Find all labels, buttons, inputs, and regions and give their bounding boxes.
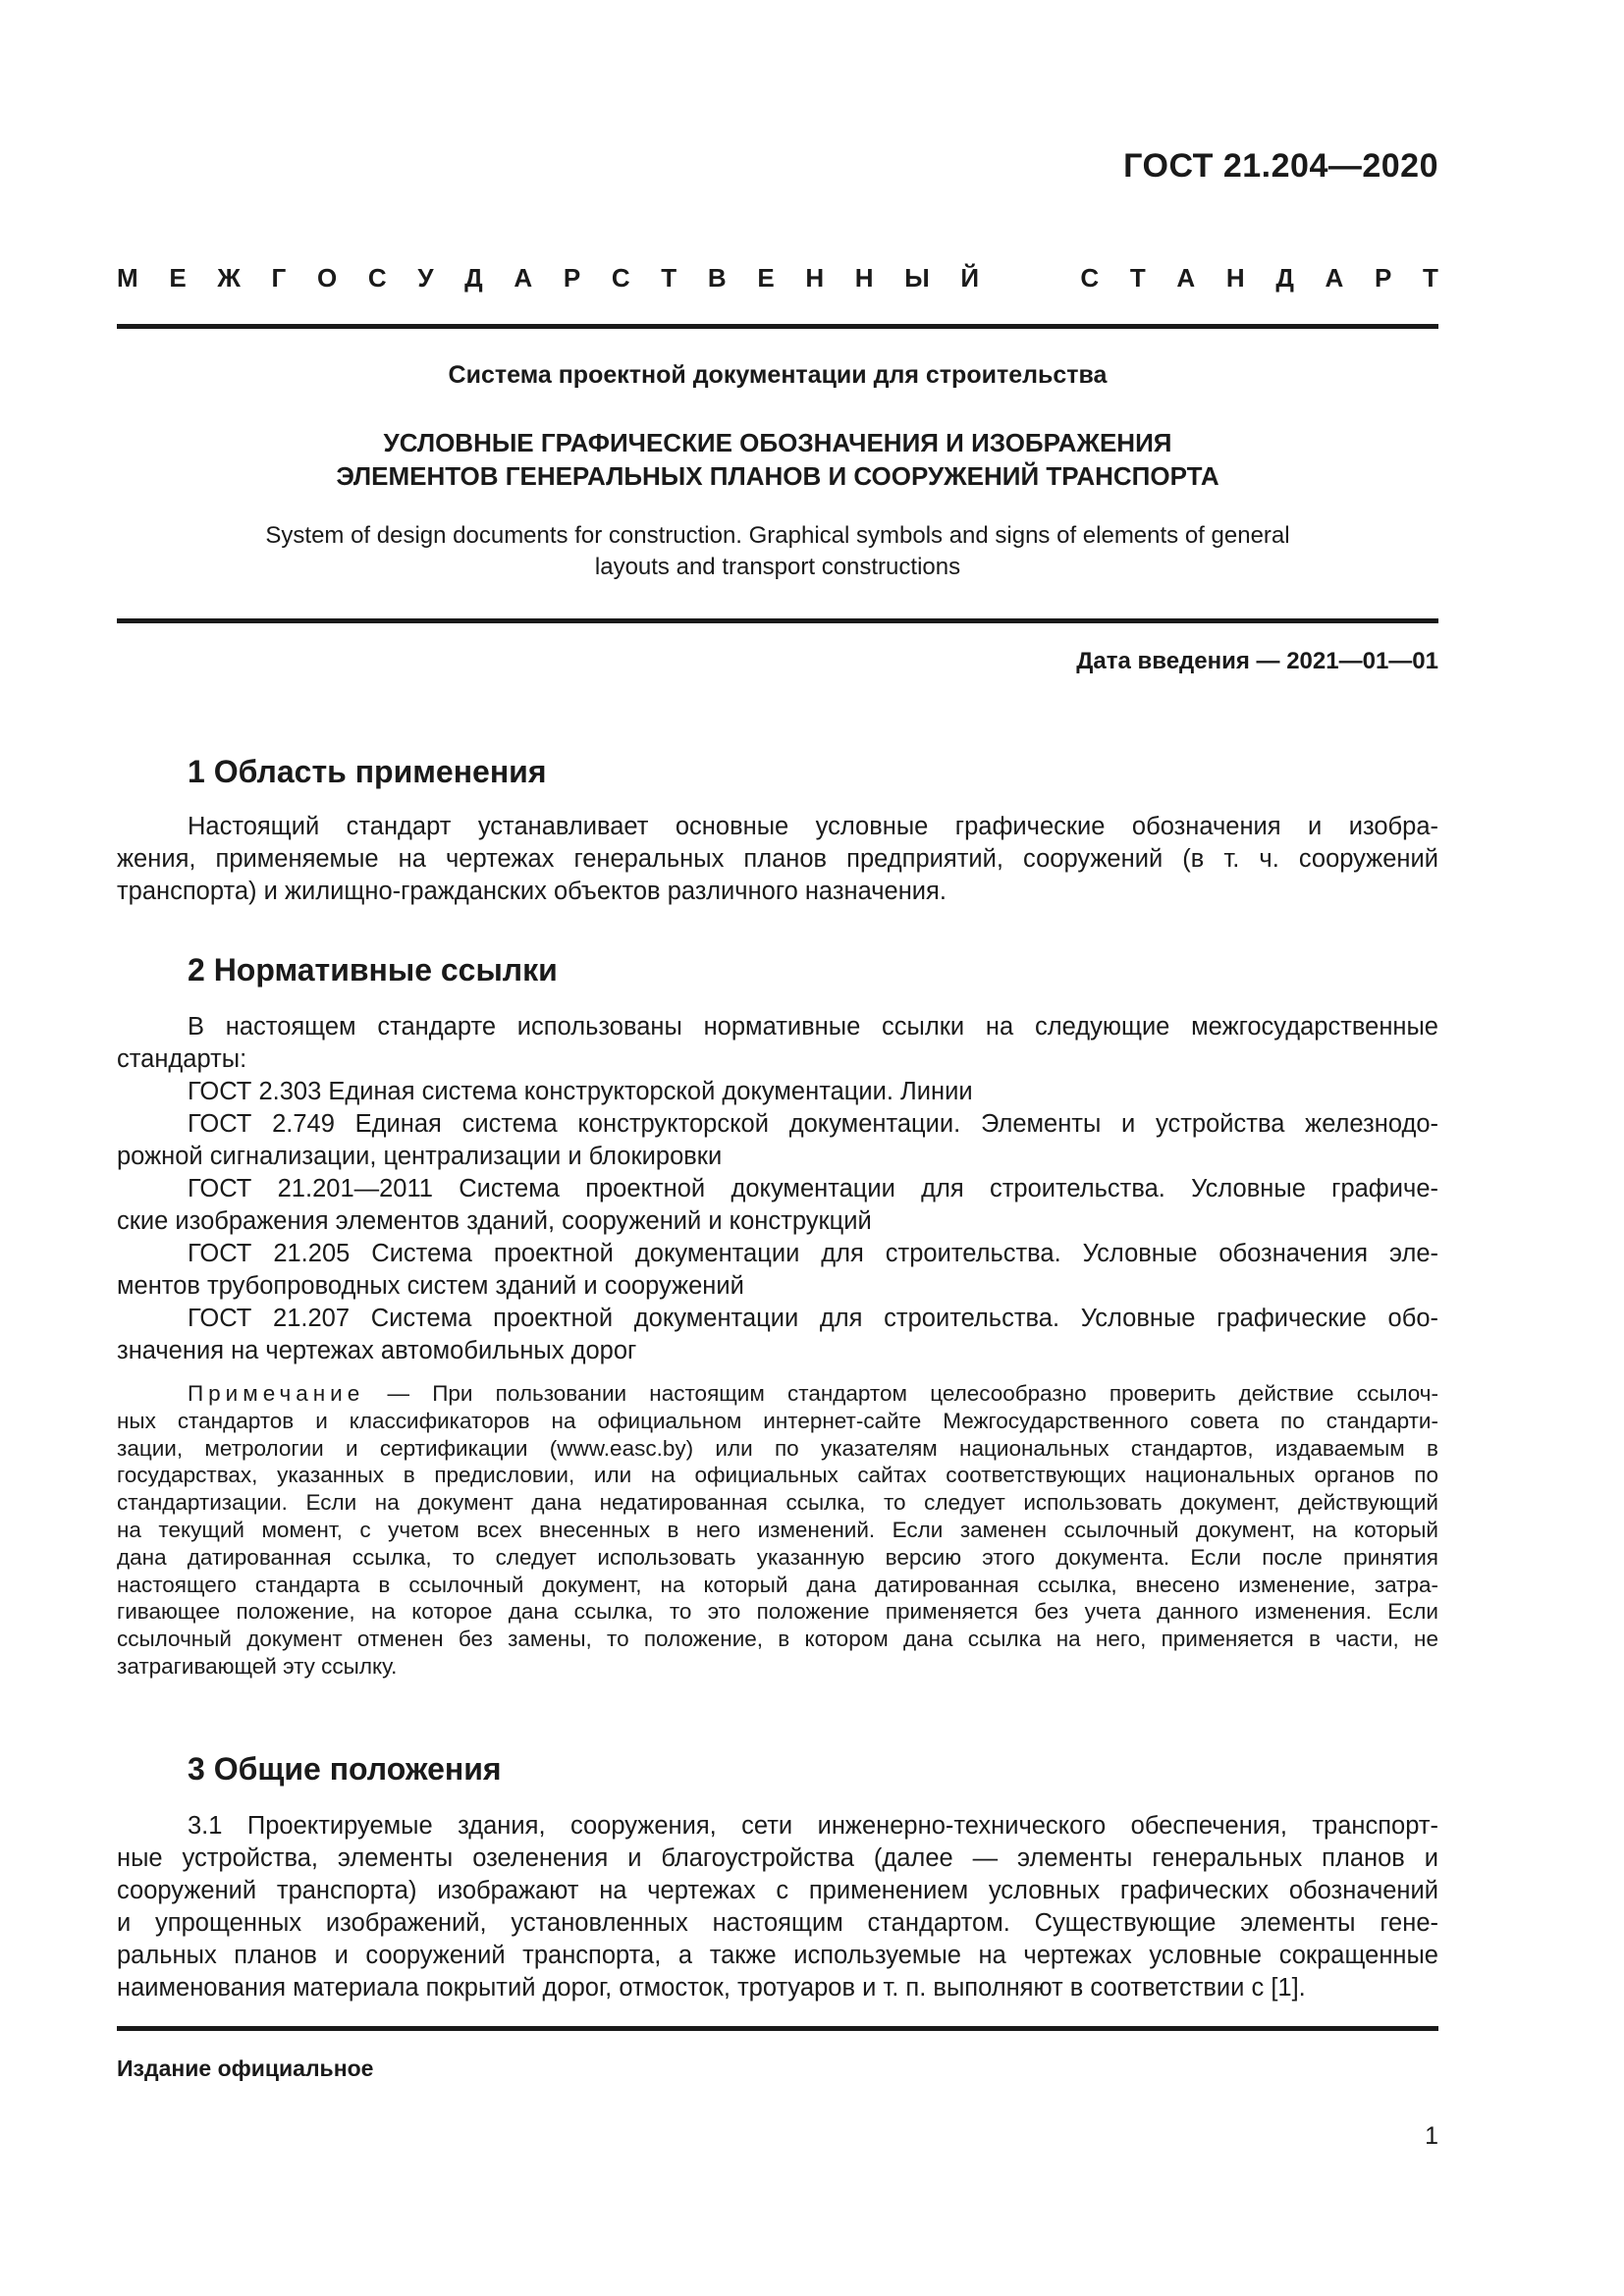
footer-rule <box>117 2026 1438 2031</box>
banner-letter: Е <box>169 263 187 293</box>
note-line <box>117 1380 1438 1408</box>
document-code: ГОСТ 21.204—2020 <box>1123 147 1438 185</box>
note-line: на текущий момент, с учетом всех внесенных в него изменений. Если заменен ссылочный документ, на который <box>117 1517 1438 1542</box>
banner-letter: У <box>417 263 434 293</box>
note-block <box>117 1380 1438 1681</box>
title-rule <box>117 618 1438 623</box>
text-line: 3.1 Проектируемые здания, сооружения, сети инженерно-технического обеспечения, транспорт- <box>188 1812 1438 1840</box>
banner-letter: Й <box>960 263 980 293</box>
system-title: Система проектной документации для строительства <box>448 361 1108 389</box>
banner-letter: Д <box>1275 263 1294 293</box>
banner-letter: В <box>707 263 727 293</box>
section-1-paragraph <box>117 811 1438 908</box>
reference-line: ские изображения элементов зданий, сооружений и конструкций <box>117 1207 872 1235</box>
text-line: и упрощенных изображений, установленных настоящим стандартом. Существующие элементы гене- <box>117 1909 1438 1937</box>
note-line: настоящего стандарта в ссылочный документ, на который дана датированная ссылка, внесено изменение, затра- <box>117 1572 1438 1597</box>
page-number: 1 <box>1425 2122 1438 2150</box>
banner-letter: Н <box>854 263 874 293</box>
reference-line: ГОСТ 2.749 Единая система конструкторской документации. Элементы и устройства железнодо- <box>188 1110 1438 1138</box>
english-title <box>117 520 1438 583</box>
text-line: Настоящий стандарт устанавливает основные условные графические обозначения и изобра- <box>188 813 1438 840</box>
main-title-line: ЭЛЕМЕНТОВ ГЕНЕРАЛЬНЫХ ПЛАНОВ И СООРУЖЕНИЙ ТРАНСПОРТА <box>336 461 1219 491</box>
reference-line: значения на чертежах автомобильных дорог <box>117 1337 637 1364</box>
reference-line: ментов трубопроводных систем зданий и сооружений <box>117 1272 744 1300</box>
introduction-date: Дата введения — 2021—01—01 <box>1076 648 1438 674</box>
section-heading: 1 Область применения <box>188 754 547 789</box>
banner-letter: А <box>514 263 533 293</box>
text-line: жения, применяемые на чертежах генеральных планов предприятий, сооружений (в т. ч. сооружений <box>117 845 1438 873</box>
banner-letter: Т <box>1129 263 1146 293</box>
reference-line: рожной сигнализации, централизации и блокировки <box>117 1143 723 1170</box>
text-line: наименования материала покрытий дорог, отмосток, тротуаров и т. п. выполняют в соответствии с [1]. <box>117 1974 1306 2002</box>
section-2-paragraph <box>117 1011 1438 1367</box>
header-rule <box>117 324 1438 329</box>
reference-line: ГОСТ 21.207 Система проектной документации для строительства. Условные графические обо- <box>188 1305 1438 1332</box>
main-title <box>117 426 1438 493</box>
note-label: Примечание <box>188 1381 365 1406</box>
banner-letter: М <box>117 263 138 293</box>
text-line: транспорта) и жилищно-гражданских объектов различного назначения. <box>117 878 947 905</box>
banner-letter: А <box>1176 263 1196 293</box>
reference-line: ГОСТ 21.201—2011 Система проектной документации для строительства. Условные графиче- <box>188 1175 1438 1202</box>
section-heading: 3 Общие положения <box>188 1751 502 1787</box>
banner-letter: О <box>316 263 338 293</box>
note-line: государствах, указанных в предисловии, или на официальных сайтах соответствующих национальных органов по <box>117 1463 1438 1488</box>
banner-letter: Н <box>1225 263 1245 293</box>
text-line: стандарты: <box>117 1045 247 1073</box>
note-line: ссылочный документ отменен без замены, то положение, в котором дана ссылка на него, применяется в части, не <box>117 1627 1438 1652</box>
banner-letter: С <box>1080 263 1100 293</box>
english-title-line: layouts and transport constructions <box>594 554 961 580</box>
edition-label: Издание официальное <box>117 2056 374 2081</box>
banner-letter: Т <box>661 263 677 293</box>
banner-letter <box>1010 263 1050 294</box>
text-line: сооружений транспорта) изображают на чертежах с применением условных графических обозначений <box>117 1877 1438 1904</box>
banner-letter: А <box>1325 263 1344 293</box>
banner-letter: С <box>367 263 387 293</box>
banner-letter: Р <box>1374 263 1392 293</box>
text-line: В настоящем стандарте использованы нормативные ссылки на следующие межгосударственные <box>188 1013 1438 1041</box>
banner-letter: С <box>611 263 630 293</box>
banner-letter: Т <box>1423 263 1438 293</box>
text-line: ные устройства, элементы озеленения и благоустройства (далее — элементы генеральных планов и <box>117 1844 1438 1872</box>
section-heading: 2 Нормативные ссылки <box>188 952 558 988</box>
note-line: стандартизации. Если на документ дана недатированная ссылка, то следует использовать документ, действующий <box>117 1490 1438 1516</box>
section-3-paragraph <box>117 1810 1438 2004</box>
main-title-line: УСЛОВНЫЕ ГРАФИЧЕСКИЕ ОБОЗНАЧЕНИЯ И ИЗОБРАЖЕНИЯ <box>383 428 1172 457</box>
banner-letter: Г <box>271 263 287 293</box>
banner-letter: Е <box>757 263 775 293</box>
banner-letter: Н <box>805 263 825 293</box>
note-line: затрагивающей эту ссылку. <box>117 1653 398 1679</box>
banner-letter: Ж <box>217 263 241 293</box>
reference-line: ГОСТ 2.303 Единая система конструкторской документации. Линии <box>188 1078 973 1105</box>
note-line: зации, метрологии и сертификации (www.easc.by) или по указателям национальных стандартов, издаваемым в <box>117 1435 1438 1461</box>
note-line: гивающее положение, на которое дана ссылка, то это положение применяется без учета данного изменения. Если <box>117 1599 1438 1625</box>
banner-letter: Ы <box>904 263 930 293</box>
note-line: ных стандартов и классификаторов на официальном интернет-сайте Межгосударственного совета по стандарти- <box>117 1408 1438 1433</box>
english-title-line: System of design documents for construction. Graphical symbols and signs of elements of general <box>265 522 1290 549</box>
interstate-standard-banner <box>117 263 1438 294</box>
reference-line: ГОСТ 21.205 Система проектной документации для строительства. Условные обозначения эле- <box>188 1240 1438 1267</box>
note-text: — При пользовании настоящим стандартом целесообразно проверить действие ссылоч- <box>364 1381 1438 1406</box>
banner-letter: Р <box>563 263 581 293</box>
note-line: дана датированная ссылка, то следует использовать указанную версию этого документа. Если после принятия <box>117 1544 1438 1570</box>
text-line: ральных планов и сооружений транспорта, а также используемые на чертежах условные сокращенные <box>117 1942 1438 1969</box>
banner-letter: Д <box>464 263 483 293</box>
